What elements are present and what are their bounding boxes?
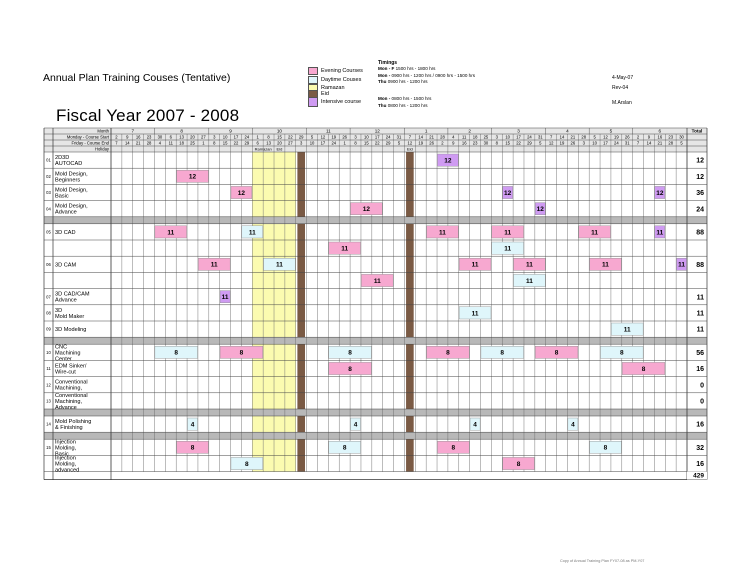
course-name: Mold Maker [55, 313, 85, 320]
session-hours-label: 11 [471, 310, 479, 318]
session-hours-label: 8 [641, 365, 646, 373]
eid-column [297, 146, 305, 472]
end-day: 31 [624, 140, 630, 146]
start-day: 10 [364, 134, 369, 140]
session-hours-label: 11 [221, 294, 229, 302]
course-total: 11 [696, 294, 704, 302]
start-day: 2 [636, 134, 640, 140]
start-day: 7 [549, 134, 553, 140]
session-hours-label: 11 [167, 229, 175, 237]
course-number: 09 [46, 326, 51, 332]
session-hours-label: 4 [353, 421, 358, 429]
course-number: 12 [46, 382, 51, 388]
course-name: Center [55, 356, 72, 363]
session-hours-label: 12 [188, 173, 197, 181]
start-day: 31 [537, 134, 543, 140]
timings-heading: Timings [378, 60, 398, 66]
end-day: 17 [603, 140, 608, 146]
end-day: 9 [452, 140, 455, 146]
holiday-label: Eid [276, 146, 283, 152]
course-name: EDM Sinker/ [55, 363, 87, 370]
course-total: 88 [696, 229, 704, 237]
holiday-label: Eid [406, 146, 413, 152]
course-total: 0 [700, 382, 704, 390]
session-hours-label: 11 [678, 261, 686, 269]
start-day: 6 [169, 134, 172, 140]
course-name: Injection [55, 439, 76, 446]
end-day: 15 [222, 140, 228, 146]
course-name: Advance [55, 404, 77, 411]
session-hours-label: 12 [444, 157, 452, 165]
course-total: 16 [696, 461, 704, 469]
end-day: 22 [233, 140, 239, 146]
holiday-label: Ramazan [254, 146, 272, 152]
start-day: 22 [287, 134, 293, 140]
course-total: 12 [696, 173, 704, 181]
start-day: 2 [115, 134, 118, 140]
end-day: 5 [397, 140, 401, 146]
start-day: 9 [647, 134, 651, 140]
end-day: 12 [548, 140, 554, 146]
course-name: 3D CAD [55, 229, 76, 236]
course-name: Beginners [55, 177, 81, 184]
start-day: 28 [440, 134, 445, 140]
session-hours-label: 12 [656, 189, 664, 197]
end-day: 14 [646, 140, 652, 146]
end-day: 17 [320, 140, 326, 146]
month-label: 11 [325, 128, 331, 134]
timing-day: Mon - [378, 96, 391, 101]
session-hours-label: 11 [439, 229, 446, 237]
start-day: 11 [462, 134, 467, 140]
grand-total: 429 [693, 472, 704, 480]
end-day: 7 [636, 140, 640, 146]
end-day: 7 [115, 140, 118, 146]
session-hours-label: 8 [500, 349, 505, 357]
session-hours-label: 12 [237, 189, 246, 197]
course-total: 16 [696, 366, 704, 374]
end-day: 16 [461, 140, 467, 146]
session-hours-label: 8 [239, 349, 244, 357]
header-row-label: Friday - Course End [71, 140, 109, 146]
start-day: 18 [472, 134, 478, 140]
end-day: 28 [668, 140, 674, 146]
start-day: 19 [331, 134, 337, 140]
course-name: Mold Polishing [55, 419, 92, 426]
course-number: 03 [46, 190, 51, 196]
start-day: 3 [495, 134, 498, 140]
end-day: 8 [495, 140, 498, 146]
course-name: Mold Design, [55, 203, 88, 210]
course-total: 16 [696, 421, 704, 429]
session-hours-label: 11 [341, 245, 349, 253]
start-day: 27 [201, 134, 206, 140]
course-name: Molding, [55, 461, 77, 468]
end-day: 26 [570, 140, 576, 146]
course-name: Advance [55, 297, 77, 304]
month-label: 2 [468, 128, 471, 134]
end-day: 8 [354, 140, 357, 146]
end-day: 3 [300, 140, 303, 146]
end-day: 22 [516, 140, 521, 146]
end-day: 26 [429, 140, 434, 146]
month-label: 4 [566, 128, 569, 134]
course-name: Machining [55, 350, 81, 357]
course-number: 05 [46, 229, 51, 235]
timing-hours: 1500 hrs - 1800 hrs [395, 66, 436, 71]
course-name: Machining, [55, 398, 83, 405]
course-name: Molding, [55, 445, 77, 452]
start-day: 21 [570, 134, 576, 140]
end-day: 22 [374, 140, 380, 146]
ramazan-column [252, 146, 263, 472]
eid-column [406, 146, 414, 472]
course-name: Mold Design, [55, 187, 88, 194]
end-day: 2 [441, 140, 444, 146]
legend-label-evening: Evening Courses [321, 67, 363, 74]
month-label: 1 [424, 128, 428, 134]
session-hours-label: 8 [245, 460, 249, 468]
month-label: 9 [229, 128, 232, 134]
session-hours-label: 11 [602, 261, 609, 269]
end-day: 29 [244, 140, 250, 146]
session-hours-label: 4 [190, 421, 195, 429]
course-name: Machining, [55, 385, 83, 392]
course-name: Injection [55, 455, 76, 462]
start-day: 23 [146, 134, 152, 140]
start-day: 7 [408, 134, 412, 140]
course-number: 15 [46, 444, 51, 450]
end-day: 24 [614, 140, 619, 146]
end-day: 5 [539, 140, 542, 146]
end-day: 11 [168, 140, 173, 146]
start-day: 3 [354, 134, 357, 140]
course-number: 11 [46, 366, 51, 372]
course-number: 13 [46, 398, 51, 404]
end-day: 18 [179, 140, 184, 146]
ramazan-column [274, 146, 285, 472]
course-total: 0 [700, 398, 704, 406]
course-number: 07 [46, 294, 51, 300]
month-label: 8 [180, 128, 183, 134]
start-day: 26 [342, 134, 347, 140]
ramazan-column [263, 146, 274, 472]
course-name: 3D Modeling [55, 327, 87, 334]
course-total: 11 [696, 326, 704, 334]
session-hours-label: 8 [516, 460, 521, 468]
session-hours-label: 8 [348, 349, 352, 357]
end-day: 6 [256, 140, 259, 146]
end-day: 21 [135, 140, 141, 146]
session-hours-label: 11 [623, 326, 631, 334]
course-name: Conventional [55, 379, 88, 386]
start-day: 31 [396, 134, 402, 140]
start-day: 30 [679, 134, 684, 140]
session-hours-label: 11 [504, 245, 512, 253]
end-day: 21 [657, 140, 663, 146]
course-number: 08 [46, 310, 51, 316]
session-hours-label: 11 [248, 229, 256, 237]
session-hours-label: 11 [591, 229, 599, 237]
course-number: 10 [46, 349, 51, 355]
session-hours-label: 8 [554, 349, 559, 357]
course-total: 11 [696, 310, 704, 318]
legend-label-ramazan: Ramazan [321, 84, 345, 91]
course-name: advanced [55, 467, 80, 474]
start-day: 17 [374, 134, 380, 140]
end-day: 15 [505, 140, 511, 146]
session-hours-label: 8 [603, 444, 608, 452]
start-day: 17 [233, 134, 239, 140]
total-header: Total [691, 128, 703, 134]
session-hours-label: 11 [471, 261, 479, 269]
course-name: Mold Design, [55, 171, 88, 178]
end-day: 23 [472, 140, 478, 146]
start-day: 14 [418, 134, 424, 140]
end-day: 20 [277, 140, 282, 146]
start-day: 24 [527, 134, 532, 140]
start-day: 9 [126, 134, 129, 140]
start-day: 24 [244, 134, 250, 140]
start-day: 29 [298, 134, 304, 140]
start-day: 12 [603, 134, 608, 140]
timing-hours: 0900 hrs - 1200 hrs [387, 79, 428, 84]
legend-label-eid: Eid [321, 90, 329, 97]
start-day: 4 [452, 134, 455, 140]
course-total: 36 [696, 190, 704, 198]
session-hours-label: 12 [504, 189, 512, 197]
course-name: CNC [55, 344, 68, 351]
course-name: Basic [55, 451, 69, 458]
course-total: 32 [696, 444, 704, 452]
end-day: 4 [158, 140, 162, 146]
start-day: 14 [559, 134, 565, 140]
start-day: 12 [320, 134, 326, 140]
session-hours-label: 8 [446, 349, 450, 357]
end-day: 15 [364, 140, 369, 146]
start-day: 10 [222, 134, 228, 140]
timing-day: Thu [378, 79, 387, 84]
start-day: 1 [256, 134, 259, 140]
timing-day: Mon - F [378, 66, 395, 71]
session-hours-label: 8 [451, 444, 456, 452]
session-hours-label: 8 [348, 365, 352, 373]
session-hours-label: 8 [342, 444, 347, 452]
end-day: 13 [266, 140, 271, 146]
month-label: 7 [131, 128, 135, 134]
course-name: 3D CAD/CAM [55, 291, 90, 298]
start-day: 19 [614, 134, 619, 140]
course-number: 02 [46, 173, 51, 179]
session-hours-label: 11 [276, 261, 283, 269]
session-hours-label: 11 [656, 229, 664, 237]
timing-hours: 0800 hrs - 1500 hrs [391, 96, 432, 101]
month-label: 6 [658, 128, 662, 134]
end-day: 24 [331, 140, 337, 146]
session-hours-label: 11 [210, 261, 218, 269]
month-label: 5 [609, 128, 613, 134]
end-day: 19 [418, 140, 424, 146]
course-name: AUTOCAD [55, 161, 83, 168]
fiscal-year-title: Fiscal Year 2007 - 2008 [56, 106, 240, 125]
course-total: 24 [696, 206, 704, 214]
start-day: 30 [157, 134, 163, 140]
course-total: 56 [696, 349, 704, 357]
timing-hours: 0900 hrs - 1200 hrs / 0900 hrs - 1500 hrs [391, 73, 476, 78]
course-number: 06 [46, 261, 51, 267]
end-day: 29 [385, 140, 391, 146]
start-day: 10 [505, 134, 511, 140]
doc-date: 4-May-07 [612, 75, 634, 81]
end-day: 14 [124, 140, 130, 146]
course-name: 3D CAM [55, 262, 77, 269]
legend-label-daytime: Daytime Couses [321, 76, 362, 83]
course-name: 3D [55, 307, 63, 314]
end-day: 25 [190, 140, 195, 146]
end-day: 12 [407, 140, 413, 146]
end-day: 30 [483, 140, 489, 146]
end-day: 1 [343, 140, 346, 146]
end-day: 8 [213, 140, 216, 146]
start-day: 8 [267, 134, 270, 140]
session-hours-label: 11 [525, 261, 533, 269]
course-number: 14 [46, 421, 51, 427]
course-number: 01 [46, 157, 51, 163]
session-hours-label: 12 [536, 206, 544, 214]
start-day: 24 [385, 134, 391, 140]
course-number: 04 [46, 206, 51, 212]
course-name: 2D3D [55, 155, 70, 162]
session-hours-label: 4 [473, 421, 477, 429]
session-hours-label: 12 [362, 206, 371, 214]
course-name: & Finishing [55, 425, 83, 432]
header-row-label: Month [97, 128, 109, 134]
end-day: 27 [287, 140, 293, 146]
start-day: 17 [516, 134, 521, 140]
page-title: Annual Plan Training Couses (Tentative) [43, 72, 231, 84]
timing-day: Thu [378, 103, 387, 108]
course-total: 12 [696, 157, 704, 165]
start-day: 15 [277, 134, 282, 140]
start-day: 13 [179, 134, 184, 140]
start-day: 28 [581, 134, 587, 140]
start-day: 23 [668, 134, 674, 140]
session-hours-label: 8 [174, 349, 179, 357]
session-hours-label: 11 [373, 277, 381, 285]
header-row-label: Monday - Course Start [66, 134, 109, 140]
month-label: 12 [374, 128, 380, 134]
session-hours-label: 8 [619, 349, 624, 357]
doc-revision: Rev-04 [612, 85, 629, 91]
course-name: Advance [55, 209, 77, 216]
start-day: 25 [483, 134, 489, 140]
start-day: 5 [593, 134, 596, 140]
session-hours-label: 11 [504, 229, 512, 237]
end-day: 28 [146, 140, 152, 146]
start-day: 21 [429, 134, 434, 140]
end-day: 1 [202, 140, 205, 146]
end-day: 29 [527, 140, 532, 146]
start-day: 5 [310, 134, 314, 140]
end-day: 10 [309, 140, 315, 146]
end-day: 19 [559, 140, 565, 146]
session-hours-label: 8 [190, 444, 195, 452]
timing-day: Mon - [378, 73, 391, 78]
course-name: Basic [55, 193, 69, 200]
end-day: 5 [680, 140, 683, 146]
start-day: 3 [213, 134, 216, 140]
doc-author: M.Arslan [612, 100, 632, 106]
footer-note: Copy of Annual Training Plan FY07-08 as PM-Y07 [560, 559, 645, 563]
start-day: 20 [190, 134, 195, 140]
start-day: 16 [135, 134, 141, 140]
course-name: Conventional [55, 392, 88, 399]
course-name: Wire-cut [55, 369, 76, 376]
month-label: 3 [517, 128, 520, 134]
session-hours-label: 4 [571, 421, 575, 429]
end-day: 3 [582, 140, 585, 146]
timing-hours: 0800 hrs - 1200 hrs [387, 103, 428, 108]
start-day: 26 [624, 134, 630, 140]
legend-label-intensive: Intensive course [321, 98, 362, 105]
month-label: 10 [276, 128, 283, 134]
course-total: 88 [696, 261, 704, 269]
session-hours-label: 11 [525, 277, 533, 285]
ramazan-column [285, 146, 296, 472]
start-day: 16 [657, 134, 663, 140]
end-day: 10 [592, 140, 597, 146]
header-row-label: Holiday [95, 146, 109, 152]
